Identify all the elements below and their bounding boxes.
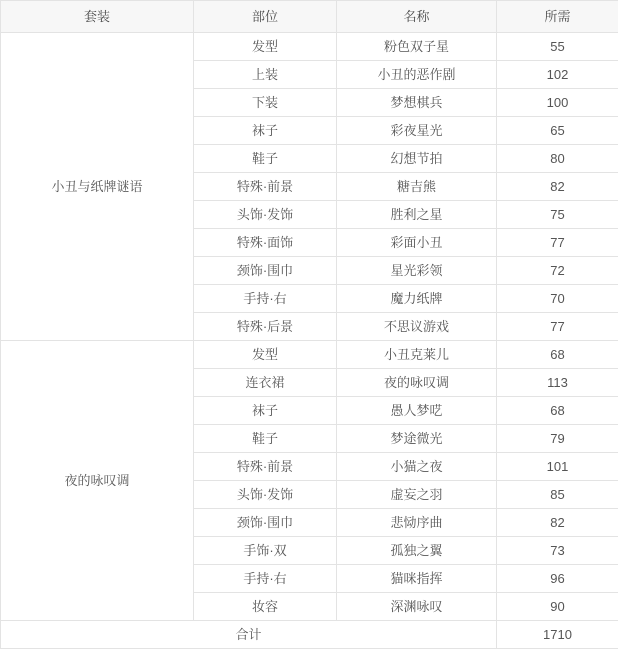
required-cell: 79 — [497, 425, 618, 453]
table-row — [1, 341, 618, 369]
item-name-cell: 愚人梦呓 — [337, 397, 497, 425]
part-cell: 头饰·发饰 — [194, 201, 337, 229]
item-name-cell: 虚妄之羽 — [337, 481, 497, 509]
required-cell: 80 — [497, 145, 618, 173]
part-cell: 特殊·前景 — [194, 453, 337, 481]
part-cell: 手持·右 — [194, 285, 337, 313]
part-cell: 下装 — [194, 89, 337, 117]
required-cell: 73 — [497, 537, 618, 565]
table-header — [1, 1, 618, 33]
item-name-cell: 小丑的恶作剧 — [337, 61, 497, 89]
total-label-cell: 合计 — [1, 621, 497, 649]
part-cell: 袜子 — [194, 397, 337, 425]
part-cell: 上装 — [194, 61, 337, 89]
item-name-cell: 悲恸序曲 — [337, 509, 497, 537]
total-value-cell: 1710 — [497, 621, 618, 649]
required-cell: 82 — [497, 173, 618, 201]
part-cell: 袜子 — [194, 117, 337, 145]
required-cell: 68 — [497, 341, 618, 369]
required-cell: 68 — [497, 397, 618, 425]
part-cell: 发型 — [194, 341, 337, 369]
required-cell: 82 — [497, 509, 618, 537]
part-cell: 特殊·前景 — [194, 173, 337, 201]
required-cell: 102 — [497, 61, 618, 89]
part-cell: 颈饰·围巾 — [194, 257, 337, 285]
part-cell: 手饰·双 — [194, 537, 337, 565]
item-name-cell: 不思议游戏 — [337, 313, 497, 341]
required-cell: 77 — [497, 313, 618, 341]
part-cell: 连衣裙 — [194, 369, 337, 397]
item-name-cell: 魔力纸牌 — [337, 285, 497, 313]
item-name-cell: 彩面小丑 — [337, 229, 497, 257]
item-name-cell: 糖吉熊 — [337, 173, 497, 201]
set-name-cell: 小丑与纸牌谜语 — [1, 33, 194, 341]
required-cell: 101 — [497, 453, 618, 481]
column-header-set: 套装 — [1, 1, 194, 33]
part-cell: 特殊·面饰 — [194, 229, 337, 257]
part-cell: 手持·右 — [194, 565, 337, 593]
column-header-part: 部位 — [194, 1, 337, 33]
item-name-cell: 幻想节拍 — [337, 145, 497, 173]
item-name-cell: 夜的咏叹调 — [337, 369, 497, 397]
required-cell: 90 — [497, 593, 618, 621]
item-name-cell: 深渊咏叹 — [337, 593, 497, 621]
part-cell: 妆容 — [194, 593, 337, 621]
required-cell: 96 — [497, 565, 618, 593]
item-name-cell: 彩夜星光 — [337, 117, 497, 145]
part-cell: 发型 — [194, 33, 337, 61]
item-name-cell: 粉色双子星 — [337, 33, 497, 61]
set-name-cell: 夜的咏叹调 — [1, 341, 194, 621]
part-cell: 头饰·发饰 — [194, 481, 337, 509]
required-cell: 77 — [497, 229, 618, 257]
required-cell: 100 — [497, 89, 618, 117]
item-name-cell: 孤独之翼 — [337, 537, 497, 565]
required-cell: 75 — [497, 201, 618, 229]
required-cell: 65 — [497, 117, 618, 145]
item-name-cell: 小丑克莱儿 — [337, 341, 497, 369]
required-cell: 55 — [497, 33, 618, 61]
column-header-required: 所需 — [497, 1, 618, 33]
required-cell: 113 — [497, 369, 618, 397]
item-name-cell: 梦想棋兵 — [337, 89, 497, 117]
item-name-cell: 星光彩领 — [337, 257, 497, 285]
item-name-cell: 猫咪指挥 — [337, 565, 497, 593]
table-row — [1, 33, 618, 61]
part-cell: 特殊·后景 — [194, 313, 337, 341]
part-cell: 鞋子 — [194, 145, 337, 173]
item-name-cell: 胜利之星 — [337, 201, 497, 229]
table-header-row — [1, 1, 618, 33]
item-name-cell: 梦途微光 — [337, 425, 497, 453]
required-cell: 85 — [497, 481, 618, 509]
column-header-name: 名称 — [337, 1, 497, 33]
part-cell: 颈饰·围巾 — [194, 509, 337, 537]
item-name-cell: 小猫之夜 — [337, 453, 497, 481]
required-cell: 70 — [497, 285, 618, 313]
table-body — [1, 33, 618, 649]
required-cell: 72 — [497, 257, 618, 285]
part-cell: 鞋子 — [194, 425, 337, 453]
total-row — [1, 621, 618, 649]
